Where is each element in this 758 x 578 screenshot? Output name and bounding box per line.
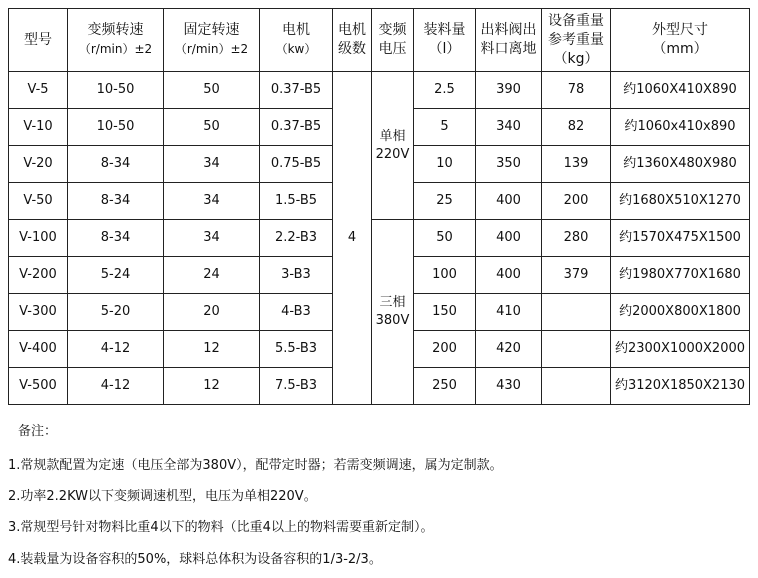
header-text: 固定转速 <box>183 22 240 38</box>
cell-motor-poles: 4 <box>333 72 372 405</box>
voltage-text: 三相 <box>379 295 406 310</box>
note-line-1: 1.常规款配置为定速（电压全部为380V），配带定时器；若需变频调速，属为定制款。 <box>8 458 503 473</box>
cell-size: 约1570X475X1500 <box>611 220 750 257</box>
cell-fixed-speed: 50 <box>164 109 260 146</box>
header-cell <box>68 9 164 72</box>
cell-height: 390 <box>476 72 542 109</box>
cell-weight <box>542 294 611 331</box>
cell-size: 约1680X510X1270 <box>611 183 750 220</box>
voltage-text: 单相 <box>379 128 406 144</box>
cell-size: 约1060x410x890 <box>611 109 750 146</box>
cell-var-speed: 10-50 <box>68 72 164 109</box>
header-text: （l） <box>428 41 461 57</box>
header-cell <box>476 9 542 72</box>
header-cell <box>372 9 414 72</box>
cell-weight <box>542 368 611 405</box>
cell-height: 340 <box>476 109 542 146</box>
notes-title: 备注： <box>18 424 58 439</box>
cell-weight: 280 <box>542 220 611 257</box>
cell-size: 约1360X480X980 <box>611 146 750 183</box>
table-row <box>9 220 750 257</box>
cell-volume: 25 <box>414 183 476 220</box>
cell-weight: 379 <box>542 257 611 294</box>
cell-model: V-500 <box>9 368 68 405</box>
cell-motor: 0.37-B5 <box>260 72 333 109</box>
header-text: 型号 <box>24 31 52 48</box>
cell-var-speed: 5-24 <box>68 257 164 294</box>
header-text: （kg） <box>553 50 599 67</box>
cell-volume: 250 <box>414 368 476 405</box>
header-text: 参考重量 <box>548 31 604 48</box>
cell-model: V-300 <box>9 294 68 331</box>
cell-var-speed: 8-34 <box>68 220 164 257</box>
header-cell <box>333 9 372 72</box>
cell-size: 约1980X770X1680 <box>611 257 750 294</box>
header-text: 设备重量 <box>548 12 604 29</box>
header-text: 变频转速 <box>87 22 144 38</box>
header-text: 外型尺寸 <box>652 22 708 38</box>
cell-volume: 10 <box>414 146 476 183</box>
note-line-4: 4.装载量为设备容积的50%，球料总体积为设备容积的1/3-2/3。 <box>8 552 382 567</box>
cell-model: V-200 <box>9 257 68 294</box>
cell-height: 400 <box>476 183 542 220</box>
header-cell <box>9 9 68 72</box>
cell-var-speed: 10-50 <box>68 109 164 146</box>
header-text: 料口离地 <box>480 41 537 57</box>
cell-voltage <box>372 72 414 220</box>
cell-height: 410 <box>476 294 542 331</box>
cell-motor: 7.5-B3 <box>260 368 333 405</box>
table-row <box>9 72 750 109</box>
header-row <box>9 9 750 72</box>
cell-motor: 5.5-B3 <box>260 331 333 368</box>
cell-size: 约3120X1850X2130 <box>611 368 750 405</box>
voltage-text: 220V <box>375 146 410 162</box>
note-line-3: 3.常规型号针对物料比重4以下的物料（比重4以上的物料需要重新定制）。 <box>8 520 434 535</box>
header-text: 电压 <box>378 41 407 57</box>
cell-weight <box>542 331 611 368</box>
cell-weight: 82 <box>542 109 611 146</box>
cell-var-speed: 8-34 <box>68 146 164 183</box>
cell-var-speed: 5-20 <box>68 294 164 331</box>
cell-fixed-speed: 34 <box>164 183 260 220</box>
cell-fixed-speed: 34 <box>164 220 260 257</box>
cell-volume: 50 <box>414 220 476 257</box>
cell-model: V-400 <box>9 331 68 368</box>
header-cell <box>611 9 750 72</box>
cell-voltage <box>372 220 414 405</box>
header-cell <box>414 9 476 72</box>
cell-height: 430 <box>476 368 542 405</box>
header-text: 电机 <box>338 22 366 38</box>
spec-table <box>8 8 750 405</box>
cell-motor: 3-B3 <box>260 257 333 294</box>
cell-motor: 0.37-B5 <box>260 109 333 146</box>
cell-weight: 78 <box>542 72 611 109</box>
cell-var-speed: 8-34 <box>68 183 164 220</box>
table-body <box>9 72 750 405</box>
cell-model: V-5 <box>9 72 68 109</box>
cell-volume: 100 <box>414 257 476 294</box>
header-cell <box>260 9 333 72</box>
cell-volume: 2.5 <box>414 72 476 109</box>
cell-fixed-speed: 24 <box>164 257 260 294</box>
cell-volume: 200 <box>414 331 476 368</box>
cell-fixed-speed: 50 <box>164 72 260 109</box>
header-text: 装料量 <box>423 22 466 38</box>
cell-height: 400 <box>476 257 542 294</box>
cell-model: V-50 <box>9 183 68 220</box>
cell-fixed-speed: 12 <box>164 368 260 405</box>
cell-weight: 139 <box>542 146 611 183</box>
header-text: 出料阀出 <box>480 22 537 38</box>
cell-var-speed: 4-12 <box>68 368 164 405</box>
header-text: （r/min）±2 <box>78 42 153 56</box>
cell-motor: 4-B3 <box>260 294 333 331</box>
header-text: 变频 <box>378 22 407 38</box>
cell-model: V-20 <box>9 146 68 183</box>
cell-height: 400 <box>476 220 542 257</box>
cell-motor: 0.75-B5 <box>260 146 333 183</box>
cell-motor: 2.2-B3 <box>260 220 333 257</box>
cell-fixed-speed: 34 <box>164 146 260 183</box>
note-line-2: 2.功率2.2KW以下变频调速机型，电压为单相220V。 <box>8 489 317 504</box>
cell-size: 约1060X410X890 <box>611 72 750 109</box>
cell-model: V-100 <box>9 220 68 257</box>
header-text: （r/min）±2 <box>174 42 249 56</box>
cell-height: 420 <box>476 331 542 368</box>
cell-height: 350 <box>476 146 542 183</box>
cell-weight: 200 <box>542 183 611 220</box>
cell-volume: 5 <box>414 109 476 146</box>
header-text: （kw） <box>275 42 317 56</box>
cell-size: 约2300X1000X2000 <box>611 331 750 368</box>
cell-model: V-10 <box>9 109 68 146</box>
cell-fixed-speed: 20 <box>164 294 260 331</box>
cell-var-speed: 4-12 <box>68 331 164 368</box>
voltage-text: 380V <box>375 313 410 328</box>
cell-motor: 1.5-B5 <box>260 183 333 220</box>
cell-volume: 150 <box>414 294 476 331</box>
header-cell <box>542 9 611 72</box>
header-text: 级数 <box>338 41 366 57</box>
cell-size: 约2000X800X1800 <box>611 294 750 331</box>
cell-fixed-speed: 12 <box>164 331 260 368</box>
header-cell <box>164 9 260 72</box>
header-text: 电机 <box>282 22 310 38</box>
header-text: （mm） <box>652 41 708 57</box>
